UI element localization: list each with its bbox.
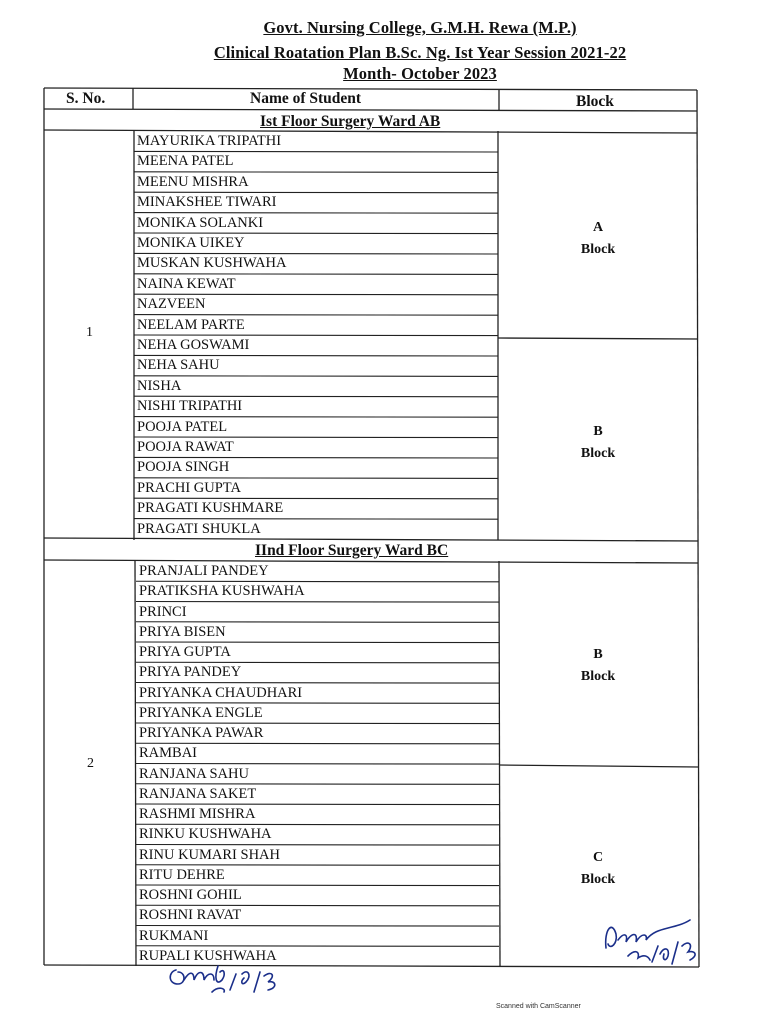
student-name: POOJA PATEL: [137, 418, 228, 435]
student-name: MEENA PATEL: [137, 153, 234, 170]
block-label-b-floor2: [558, 644, 638, 688]
student-name: RINU KUMARI SHAH: [139, 846, 280, 863]
student-name: MINAKSHEE TIWARI: [137, 194, 277, 211]
block-label-a: [558, 217, 638, 261]
student-name: POOJA RAWAT: [137, 439, 234, 455]
block-letter: C: [592, 850, 604, 865]
signature-left: [164, 958, 294, 998]
student-name: PRIYA PANDEY: [139, 664, 242, 681]
block-word: Block: [580, 446, 616, 461]
student-name: NEHA GOSWAMI: [137, 337, 250, 353]
student-name: PRANJALI PANDEY: [139, 563, 269, 579]
student-name: NEELAM PARTE: [137, 316, 245, 333]
student-name: PRINCI: [139, 603, 187, 620]
student-name: NAZVEEN: [137, 296, 206, 313]
student-name: NISHI TRIPATHI: [137, 398, 243, 415]
block-word: Block: [580, 242, 616, 257]
student-name: PRATIKSHA KUSHWAHA: [139, 583, 305, 600]
student-name: PRIYA BISEN: [139, 623, 226, 640]
student-name: ROSHNI GOHIL: [139, 887, 242, 903]
student-name: MEENU MISHRA: [137, 173, 249, 190]
serial-number-2: 2: [87, 756, 94, 771]
student-name: PRAGATI KUSHMARE: [137, 500, 284, 517]
college-title: Govt. Nursing College, G.M.H. Rewa (M.P.): [263, 18, 577, 37]
student-name: PRIYANKA CHAUDHARI: [139, 684, 303, 701]
block-word: Block: [580, 669, 616, 684]
signature-right: [598, 910, 713, 980]
student-name: MONIKA SOLANKI: [137, 214, 264, 231]
student-name: MUSKAN KUSHWAHA: [137, 255, 287, 272]
student-name: RUPALI KUSHWAHA: [139, 947, 277, 964]
student-name: NEHA SAHU: [137, 357, 220, 374]
student-name: PRIYANKA PAWAR: [139, 725, 264, 741]
block-letter: B: [593, 647, 603, 662]
student-name: PRIYA GUPTA: [139, 644, 231, 660]
column-header-sno: S. No.: [66, 90, 106, 107]
student-name: PRIYANKA ENGLE: [139, 704, 263, 721]
block-word: Block: [580, 872, 616, 887]
block-letter: A: [592, 220, 604, 235]
block-label-c: [558, 847, 638, 891]
student-name: RUKMANI: [139, 927, 209, 944]
row-divider: [136, 602, 499, 603]
serial-number-1: 1: [86, 325, 93, 340]
section-title-ward-bc: IInd Floor Surgery Ward BC: [255, 542, 449, 559]
month-title: Month- October 2023: [343, 64, 497, 83]
student-name: RAMBAI: [139, 745, 198, 762]
student-name: POOJA SINGH: [137, 459, 230, 476]
student-name: RANJANA SAKET: [139, 785, 257, 802]
block-letter: B: [593, 424, 603, 439]
student-name: PRAGATI SHUKLA: [137, 520, 261, 537]
column-header-name: Name of Student: [250, 90, 362, 107]
student-name: RINKU KUSHWAHA: [139, 826, 272, 843]
scanner-note: Scanned with CamScanner: [496, 1003, 581, 1010]
student-name: ROSHNI RAVAT: [139, 907, 242, 924]
student-name: MONIKA UIKEY: [137, 235, 245, 251]
block-label-b-floor1: [558, 421, 638, 465]
student-name: PRACHI GUPTA: [137, 479, 241, 496]
plan-title: Clinical Roatation Plan B.Sc. Ng. Ist Year Session 2021-22: [213, 43, 627, 62]
student-name: NISHA: [137, 377, 182, 394]
student-name: NAINA KEWAT: [137, 275, 236, 292]
student-name: RANJANA SAHU: [139, 765, 249, 782]
row-divider: [134, 376, 498, 377]
column-header-block: Block: [576, 93, 614, 110]
student-name: RITU DEHRE: [139, 866, 225, 883]
section-title-ward-ab: Ist Floor Surgery Ward AB: [260, 113, 441, 130]
student-name: MAYURIKA TRIPATHI: [137, 133, 282, 149]
student-name: RASHMI MISHRA: [139, 806, 256, 822]
